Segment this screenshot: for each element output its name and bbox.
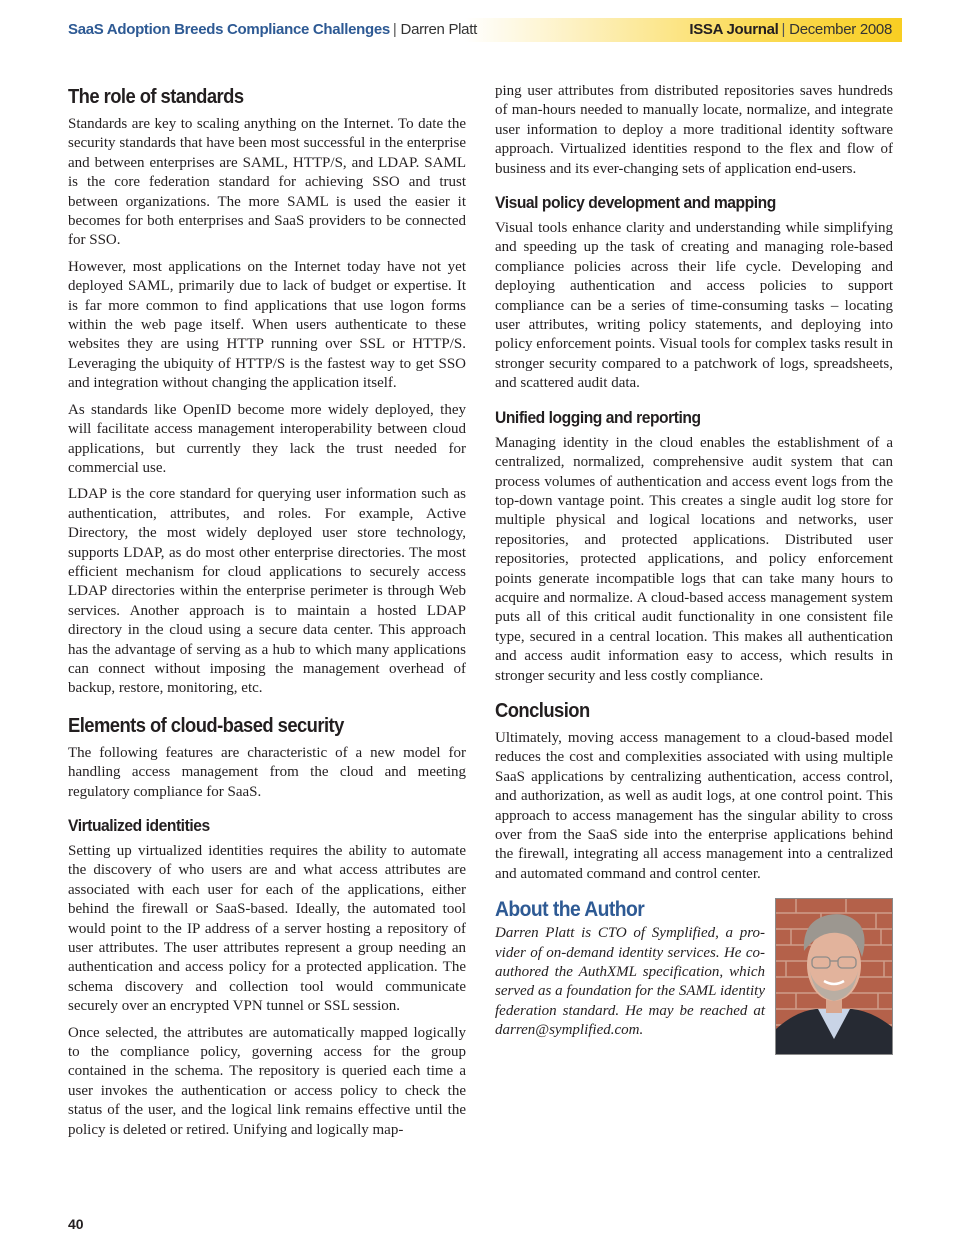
right-column xyxy=(495,82,893,1058)
about-the-author xyxy=(495,898,893,1058)
paragraph: Ultimately, moving access management to a cloud-based model reduces the cost and complexities associated with using multiple SaaS applications by centralizing authentication, access control, and authorization, as well as audit logs, at one control point. This approach to access management has the singular ability to cross over from the SaaS side into the enterprise applications behind the firewall, integrating all access management into a centralized and automated command and control center. xyxy=(495,729,893,882)
paragraph: Standards are key to scaling anything on the Internet. To date the security standards that have been most successful in the enterprise and between enterprises are SAML, HTTP/S, and LDAP. SAML is the core federation standard for achieving SSO and trust between organizations. The more SAML is used the easier it becomes for both enterprises and SaaS providers to be connected for SSO. xyxy=(68,116,466,249)
left-column xyxy=(68,86,466,1147)
running-header-right xyxy=(689,19,892,41)
subsection-heading: Visual policy development and mapping xyxy=(495,193,776,213)
page-number: 40 xyxy=(68,1216,84,1232)
journal-name: ISSA Journal xyxy=(689,21,779,38)
subsection-unified-logging xyxy=(495,408,893,686)
subsection-heading: Unified logging and reporting xyxy=(495,407,701,427)
header-author: Darren Platt xyxy=(400,21,477,38)
paragraph: The following features are characteristic of a new model for handling access management from the cloud and meeting regulatory compliance for SaaS. xyxy=(68,744,466,800)
subsection-visual-policy xyxy=(495,193,893,394)
paragraph: Managing identity in the cloud enables the establishment of a centralized, normalized, comprehensive audit system that can process volumes of authentication and access event logs from the top-down vantage point. This creates a single audit log store for multiple physical and logical locations and networks, user repositories, and protected applications. Distributed user repositories, protected applications, and policy enforcement points generate incompatible logs that can take many hours to acquire and normalize. A cloud-based access management system puts all of this critical audit functionality in one consistent file type, secured in a central location. This makes all authentication and access audit information easy to access, which results in stronger security and less costly compliance. xyxy=(495,434,893,684)
header-separator: | xyxy=(392,21,397,38)
paragraph: Setting up virtualized identities requires the ability to automate the discovery of who users are and what access attributes are associated with each user for each of the applications, either behind the firewall or SaaS-based. Ideally, the automated tool would point to the IP address of a server hosting a repository of user attributes. The user attributes represent a group needing an authentication and access policy for a protected application. The schema discovery and collection tool would communicate securely over an encrypted VPN tunnel or SSL session. xyxy=(68,843,466,1015)
section-heading: Conclusion xyxy=(495,699,590,722)
paragraph: LDAP is the core standard for querying user information such as authentication, attributes, and roles. For example, Active Directory, the most widely deployed user store technology, supports LDAP, as do most other enterprise directories. The most efficient mechanism for cloud applications to securely access LDAP directories within the enterprise perimeter is through Web services. Another approach is to maintain a hosted LDAP directory in the cloud using a secure data center. This approach has the advantage of serving as a hub to which many applications can connect without imposing the management overhead of backup, restore, monitoring, etc. xyxy=(68,486,466,697)
section-role-of-standards xyxy=(68,86,466,699)
subsection-heading: Virtualized identities xyxy=(68,816,210,835)
paragraph-continuation: ping user attributes from distributed repositories saves hundreds of man-hours needed to manually locate, normalize, and integrate user information to deploy a more traditional identity software approach. Virtualized identities respond to the flex and flow of business and its ever-changing sets of application end-users. xyxy=(495,83,893,177)
header-separator: | xyxy=(781,21,786,38)
paragraph: Once selected, the attributes are automatically mapped logically to the compliance policy, governing access for the group contained in the schema. The repository is queried each time a user invokes the authentication or access policy to check the status of the user, and the logical link remains effective until the policy is deleted or retired. Unifying and logically map- xyxy=(68,1024,466,1138)
paragraph: Visual tools enhance clarity and understanding while simplifying and speeding up the task of creating and managing role-based compliance policies across their life cycle. Developing and deploying authentication and access policies to support compliance can be a series of time-consuming tasks – locating user attributes, writing policy statements, and deploying into policy enforcement points. Visual tools for complex tasks result in stronger security compared to a patchwork of logs, spreadsheets, and scattered audit data. xyxy=(495,220,893,392)
article-series-title: SaaS Adoption Breeds Compliance Challenges xyxy=(68,21,390,38)
issue-date: December 2008 xyxy=(789,21,892,38)
running-header-left xyxy=(68,19,477,41)
section-heading: The role of standards xyxy=(68,86,244,108)
paragraph: As standards like OpenID become more widely deployed, they will facilitate access management interoperability between cloud applications, but currently they lack the trust needed for commercial use. xyxy=(68,401,466,476)
subsection-virtualized-identities xyxy=(68,816,466,1140)
section-conclusion xyxy=(495,700,893,884)
section-elements-of-cloud-security xyxy=(68,715,466,802)
author-bio: Darren Platt is CTO of Symplified, a provider of on-demand identity services. He co-authored the AuthXML specification, which served as a foundation for the SAML identity federation standard. He may be reached at darren@symplified.com. xyxy=(495,925,765,1039)
author-photo xyxy=(775,898,893,1055)
section-heading: Elements of cloud-based security xyxy=(68,714,344,737)
author-portrait-image xyxy=(776,899,892,1054)
paragraph: However, most applications on the Internet today have not yet deployed SAML, primarily due to lack of budget or expertise. It is far more common to find applications that use logon forms within the web page itself. When users authenticate to these websites they are using HTTP running over SSL or HTTP/S. Leveraging the ubiquity of HTTP/S is the fastest way to get SSO and integration without changing the application itself. xyxy=(68,258,466,392)
about-author-heading: About the Author xyxy=(495,898,645,922)
